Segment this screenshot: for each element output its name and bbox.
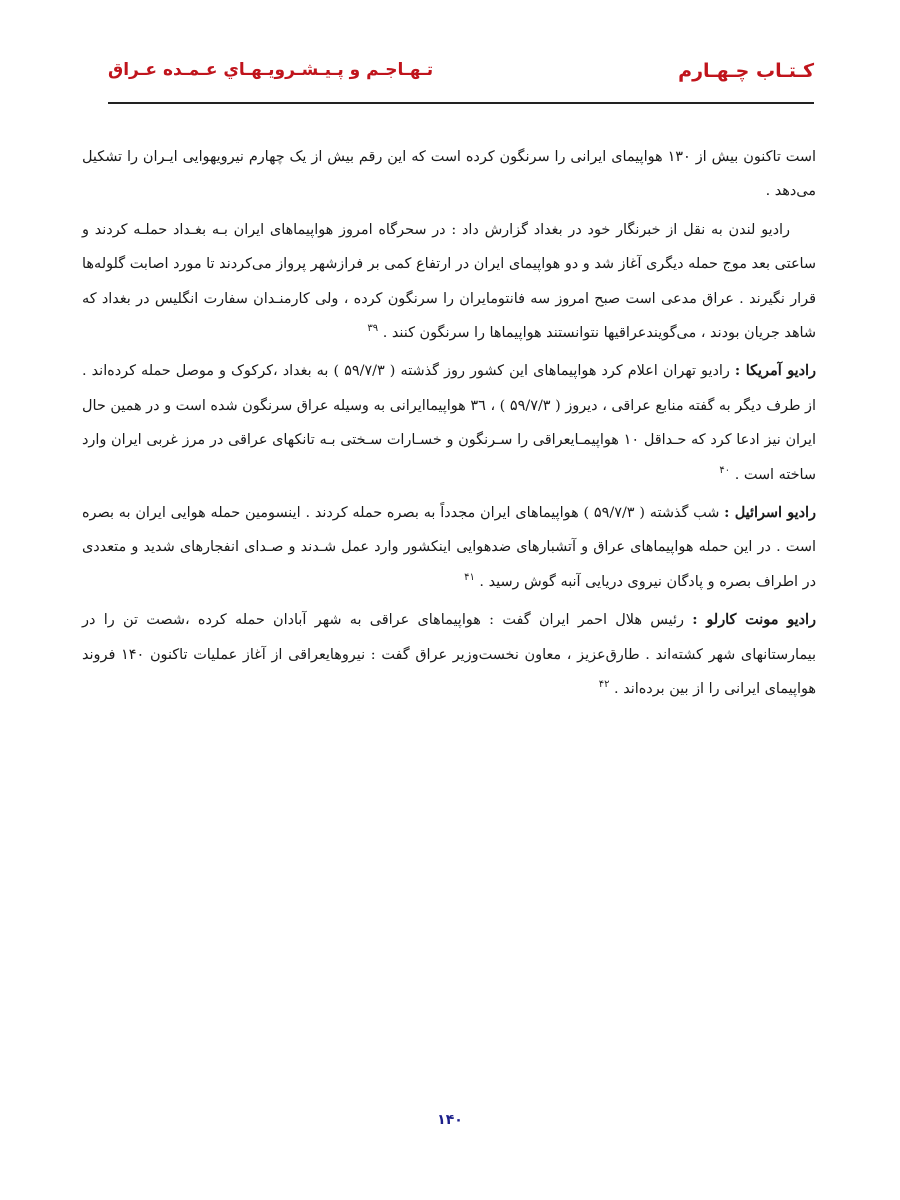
page-number: ۱۴۰ <box>437 1112 463 1128</box>
paragraph-radio-monte-carlo <box>82 603 816 706</box>
paragraph-text: رادیو لندن به نقل از خبرنگار خود در بغداد گزارش داد : در سحرگاه امروز هواپیماهای ایران بـه بغـداد حملـه کردند و ساعتی بعد موج حمله دیگری آغاز شد و دو هواپیمای ایران در ارتفاع کمی بر فرازشهر پرواز می‌کردند تا مورد اصابت گلوله‌ها قرار نگیرند . عراق مدعی است صبح امروز سه فانتومایران را سرنگون کرده ، ولی کارمنـدان سفارت انگلیس در بغداد که شاهد جریان بودند ، می‌گویندعراقیها نتوانستند هواپیماها را سرنگون کنند . <box>82 221 816 342</box>
paragraph-lead: رادیو آمریکا : <box>734 362 816 380</box>
footnote-marker: ۳۹ <box>367 323 379 335</box>
paragraph-radio-london <box>82 213 816 351</box>
paragraph-lead: رادیو اسرائیل : <box>724 504 816 522</box>
paragraph-text: رادیو تهران اعلام کرد هواپیماهای این کشور روز گذشته ( ۵۹/۷/۳ ) به بغداد ،کرکوک و موصل حمله کرده‌اند . از طرف دیگر به گفته منابع عراقی ، دیروز ( ۵۹/۷/۳ ) ، ٣٦ هواپیماایرانی به وسیله عراق سرنگون شده است و در همین حال ایران نیز ادعا کرد که حـداقل ۱۰ هواپیمـایعراقی را سـرنگون و خسـارات سـختی بـه تانکهای عراقی در مرز غربی ایران وارد ساخته است . <box>82 363 816 483</box>
paragraph-lead: رادیو مونت کارلو : <box>692 611 816 629</box>
page-header <box>108 56 814 104</box>
paragraph-continuation <box>82 140 816 209</box>
paragraph-radio-america <box>82 354 816 492</box>
paragraph-radio-israel <box>82 496 816 599</box>
paragraph-text: رئیس هلال احمر ایران گفت : هواپیماهای عراقی به شهر آبادان حمله کرده ،شصت تن را در بیمارستانهای شهر کشته‌اند . طارق‌عزیز ، معاون نخست‌وزیر عراق گفت : نیروهایعراقی از آغاز عملیات تاکنون ۱۴۰ فروند هواپیمای ایرانی را از بین برده‌اند . <box>82 612 817 698</box>
footnote-marker: ۴۲ <box>598 679 610 691</box>
page-body <box>82 140 816 711</box>
chapter-title: تـهـاجـم و پـيـشـرويـهـاي عـمـده عـراق <box>108 60 434 80</box>
paragraph-text: شب گذشته ( ۵۹/۷/۳ ) هواپیماهای ایران مجدداً به بصره حمله کردند . اینسومین حمله هوایی ایران به بصره است . در این حمله هواپیماهای عراق و آتشبارهای ضدهوایی اینکشور وارد عمل شـدند و صـدای انفجارهای شدید و متعددی در اطراف بصره و پادگان نیروی دریایی آنبه گوش رسید . <box>82 505 816 590</box>
footnote-marker: ۴۰ <box>719 464 731 476</box>
book-title: كـتـاب چـهـارم <box>678 60 814 82</box>
paragraph-text: است تاکنون بیش از ۱۳۰ هواپیمای ایرانی را سرنگون کرده است که این رقم بیش از یک چهارم نیرویهوایی ایـران را تشکیل می‌دهد . <box>82 149 816 200</box>
footnote-marker: ۴۱ <box>464 572 475 584</box>
